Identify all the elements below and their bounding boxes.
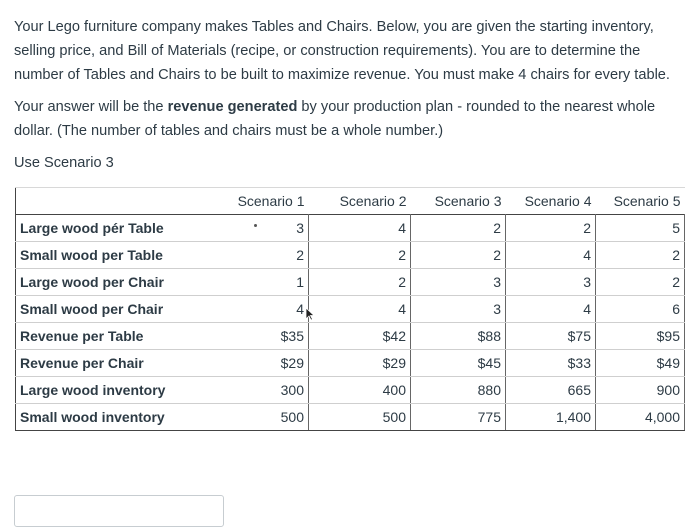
table-cell: 2 [215, 242, 309, 269]
table-cell: $33 [506, 350, 596, 377]
row-label: Small wood per Chair [16, 296, 216, 323]
table-cell: 2 [596, 242, 685, 269]
table-cell: 400 [309, 377, 411, 404]
table-cell: 1 [215, 269, 309, 296]
table-cell: 5 [596, 215, 685, 242]
table-cell: $95 [596, 323, 685, 350]
table-cell: 3 [215, 215, 309, 242]
table-cell: $75 [506, 323, 596, 350]
table-cell: 2 [411, 215, 506, 242]
table-cell: 500 [309, 404, 411, 431]
table-cell: $29 [309, 350, 411, 377]
row-label: Large wood inventory [16, 377, 216, 404]
table-cell: 1,400 [506, 404, 596, 431]
table-cell: 2 [309, 269, 411, 296]
table-cell: 3 [506, 269, 596, 296]
table-cell: 6 [596, 296, 685, 323]
table-cell: $88 [411, 323, 506, 350]
row-label: Small wood inventory [16, 404, 216, 431]
row-label: Large wood pér Table [16, 215, 216, 242]
table-cell: 2 [411, 242, 506, 269]
stray-mark [254, 224, 257, 227]
table-cell: 4 [309, 296, 411, 323]
table-row [16, 404, 685, 431]
table-cell: $49 [596, 350, 685, 377]
table-row [16, 269, 685, 296]
header-corner [16, 188, 216, 215]
table-cell: 4 [506, 296, 596, 323]
answer-instructions [14, 95, 686, 143]
header-scenario-1: Scenario 1 [215, 188, 309, 215]
table-cell: 3 [411, 269, 506, 296]
table-cell: 775 [411, 404, 506, 431]
table-cell: 880 [411, 377, 506, 404]
table-cell: 665 [506, 377, 596, 404]
header-row [16, 188, 685, 215]
instructions-bold-text: revenue generated [167, 99, 298, 115]
table-cell: 4,000 [596, 404, 685, 431]
table-cell: 4 [506, 242, 596, 269]
mouse-cursor-icon [305, 307, 315, 321]
row-label: Revenue per Table [16, 323, 216, 350]
row-label: Revenue per Chair [16, 350, 216, 377]
table-cell: 2 [309, 242, 411, 269]
table-cell: 2 [506, 215, 596, 242]
header-scenario-5: Scenario 5 [596, 188, 685, 215]
header-scenario-4: Scenario 4 [506, 188, 596, 215]
header-scenario-3: Scenario 3 [411, 188, 506, 215]
instructions-text-start: Your answer will be the [14, 99, 168, 115]
row-label: Large wood per Chair [16, 269, 216, 296]
table-cell: 900 [596, 377, 685, 404]
scenario-note: Use Scenario 3 [14, 155, 114, 171]
table-cell: 4 [309, 215, 411, 242]
table-cell: 500 [215, 404, 309, 431]
table-row [16, 350, 685, 377]
table-cell: $42 [309, 323, 411, 350]
table-row [16, 377, 685, 404]
table-cell: 3 [411, 296, 506, 323]
problem-statement-text: Your Lego furniture company makes Tables and Chairs. Below, you are given the starting inventory, selling price, and Bill of Materials (recipe, or construction requirements). You are to determine the number of Tables and Chairs to be built to maximize revenue. You must make 4 chairs for every table. [14, 19, 670, 83]
table-cell: $35 [215, 323, 309, 350]
table-row [16, 323, 685, 350]
answer-input[interactable] [14, 495, 224, 527]
scenario-table [15, 187, 685, 431]
table-row [16, 215, 685, 242]
table-cell: 4 [215, 296, 309, 323]
table-cell: 300 [215, 377, 309, 404]
table-cell: $29 [215, 350, 309, 377]
table-row [16, 242, 685, 269]
table-cell: $45 [411, 350, 506, 377]
problem-statement [14, 15, 686, 87]
instructions-text-end: by your production plan - rounded to the nearest whole dollar. (The number of tables and chairs must be a whole number.) [14, 99, 656, 139]
row-label: Small wood per Table [16, 242, 216, 269]
table-row [16, 296, 685, 323]
header-scenario-2: Scenario 2 [309, 188, 411, 215]
table-cell: 2 [596, 269, 685, 296]
